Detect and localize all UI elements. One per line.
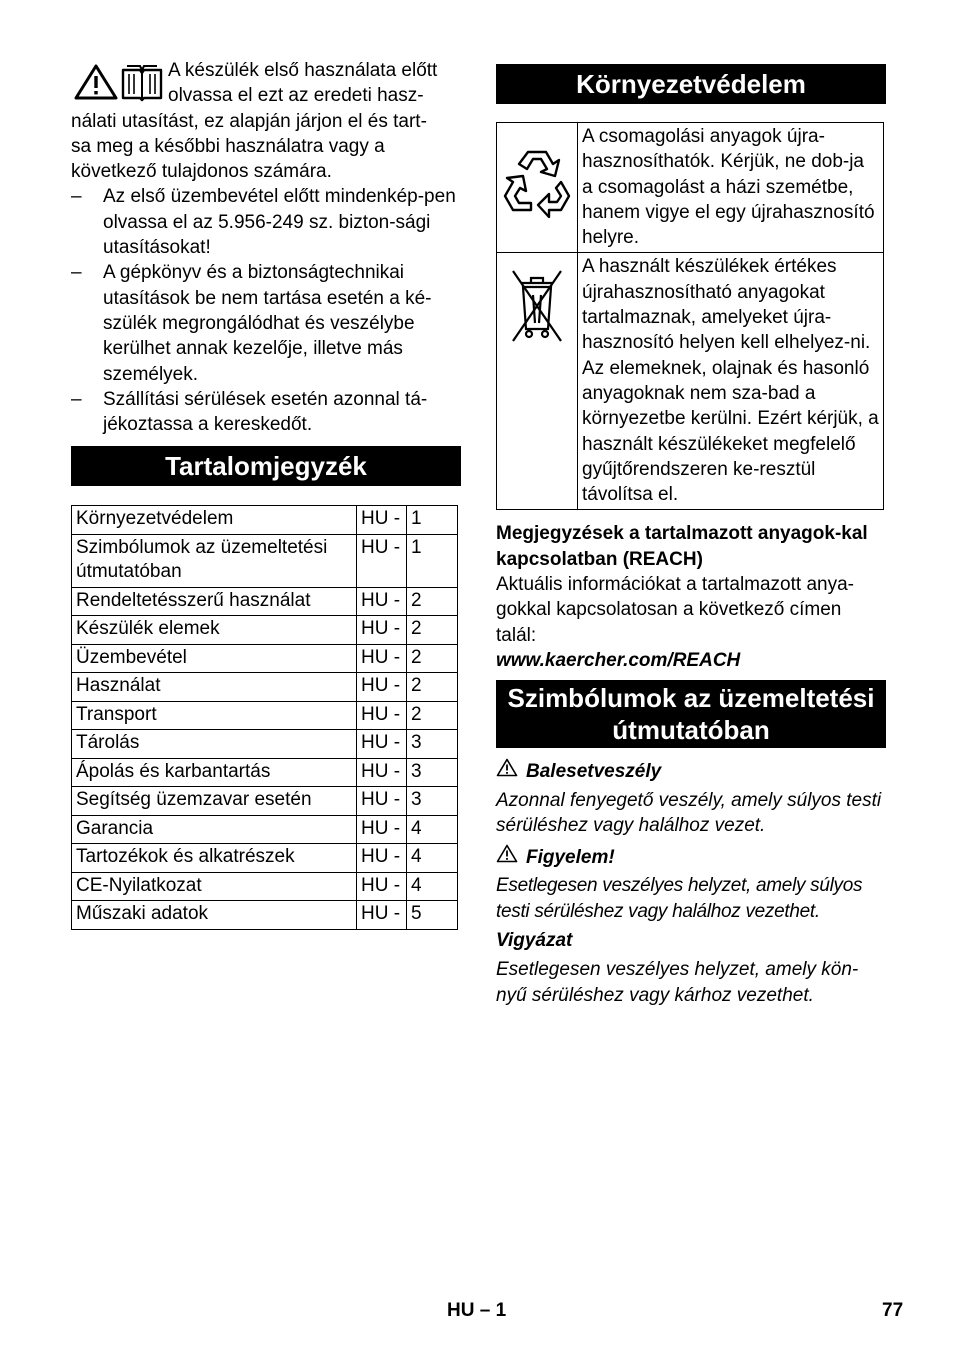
toc-page: 2 — [407, 644, 458, 673]
recycle-cell — [497, 123, 578, 253]
toc-page: 5 — [407, 901, 458, 930]
warning-triangle-icon — [496, 844, 518, 870]
intro-first-line: A készülék első használata előtt — [168, 60, 438, 81]
environment-heading: Környezetvédelem — [496, 64, 886, 104]
footer-page-ref: HU – 1 — [447, 1300, 507, 1321]
table-row — [72, 872, 458, 901]
page-number: 77 — [882, 1300, 904, 1321]
toc-prefix: HU - — [357, 844, 407, 873]
toc-prefix: HU - — [357, 644, 407, 673]
intro-bullet-list — [71, 184, 461, 437]
list-item: – A gépkönyv és a biztonságtechnikai utasítások be nem tartása esetén a ké-szülék megrongálódhat és veszélybe kerülhet annak kezelője, illetve más személyek. — [71, 260, 461, 386]
toc-prefix: HU - — [357, 815, 407, 844]
warning-triangle-icon — [496, 758, 518, 784]
toc-title: Rendeltetésszerű használat — [72, 587, 357, 616]
table-row — [72, 815, 458, 844]
toc-title: Transport — [72, 701, 357, 730]
toc-prefix: HU - — [357, 872, 407, 901]
toc-title: Tárolás — [72, 730, 357, 759]
toc-prefix: HU - — [357, 901, 407, 930]
toc-title: Segítség üzemzavar esetén — [72, 787, 357, 816]
table-row — [497, 253, 884, 510]
symbol-text: Esetlegesen veszélyes helyzet, amely súlyos testi sérüléshez vagy halálhoz vezethet. — [496, 875, 863, 922]
toc-prefix: HU - — [357, 758, 407, 787]
toc-page: 4 — [407, 815, 458, 844]
table-row — [72, 730, 458, 759]
weee-text: A használt készülékek értékes újrahasznosítható anyagokat tartalmaznak, amelyeket újra-hasznosító helyen kell elhelyez-ni. Az elemeknek, olajnak és hasonló anyagoknak nem sza-bad a környezetbe kerülni. Ezért kérjük, a használt készülékeket megfelelő gyűjtőrendszeren ke-resztül távolítsa el. — [578, 253, 884, 510]
table-row — [72, 673, 458, 702]
symbol-title-text: Figyelem! — [526, 846, 615, 868]
table-row — [497, 123, 884, 253]
warning-triangle-icon — [74, 64, 118, 109]
toc-page: 4 — [407, 872, 458, 901]
table-row — [72, 787, 458, 816]
right-column — [496, 64, 886, 1008]
toc-title: Készülék elemek — [72, 616, 357, 645]
toc-title: Ápolás és karbantartás — [72, 758, 357, 787]
toc-page: 4 — [407, 844, 458, 873]
toc-prefix: HU - — [357, 673, 407, 702]
symbol-title-text: Vigyázat — [496, 930, 573, 952]
toc-prefix: HU - — [357, 616, 407, 645]
recycle-icon — [501, 206, 573, 227]
table-row — [72, 644, 458, 673]
intro-line: olvassa el ezt az eredeti hasz- — [168, 85, 424, 107]
toc-page: 3 — [407, 787, 458, 816]
toc-page: 1 — [407, 506, 458, 535]
recycle-text: A csomagolási anyagok újra-hasznosíthatók. Kérjük, ne dob-ja a csomagolást a házi szemétbe, hanem vigye el egy újrahasznosító helyre. — [578, 123, 884, 253]
intro-section — [71, 58, 461, 437]
weee-cell — [497, 253, 578, 510]
intro-line: sa meg a későbbi használatra vagy a — [71, 135, 385, 157]
toc-prefix: HU - — [357, 701, 407, 730]
crossed-bin-icon — [509, 329, 565, 350]
manual-book-icon — [120, 64, 164, 109]
toc-page: 1 — [407, 534, 458, 587]
table-row — [72, 758, 458, 787]
symbols-list — [496, 758, 886, 1008]
toc-title: Műszaki adatok — [72, 901, 357, 930]
table-row — [72, 701, 458, 730]
toc-prefix: HU - — [357, 506, 407, 535]
left-column — [71, 58, 461, 930]
symbols-heading: Szimbólumok az üzemeltetési útmutatóban — [496, 680, 886, 748]
intro-line: nálati utasítást, ez alapján járjon el és tart- — [71, 110, 427, 132]
symbol-title-danger — [496, 758, 886, 784]
toc-prefix: HU - — [357, 730, 407, 759]
symbol-title-warning — [496, 844, 886, 870]
intro-icons — [74, 64, 164, 109]
toc-page: 2 — [407, 587, 458, 616]
symbol-text: Esetlegesen veszélyes helyzet, amely kön-nyű sérüléshez vagy kárhoz vezethet. — [496, 959, 859, 1006]
reach-title: Megjegyzések a tartalmazott anyagok-kal kapcsolatban (REACH) — [496, 523, 868, 570]
table-row — [72, 616, 458, 645]
toc-page: 2 — [407, 616, 458, 645]
intro-line: következő tulajdonos számára. — [71, 161, 332, 183]
toc-table — [71, 505, 458, 930]
reach-link[interactable]: www.kaercher.com/REACH — [496, 649, 741, 671]
toc-title: Használat — [72, 673, 357, 702]
list-item: – Szállítási sérülések esetén azonnal tá-jékoztassa a kereskedőt. — [71, 387, 461, 438]
symbol-title-caution — [496, 928, 886, 953]
table-row — [72, 506, 458, 535]
toc-page: 2 — [407, 701, 458, 730]
toc-prefix: HU - — [357, 534, 407, 587]
symbol-text: Azonnal fenyegető veszély, amely súlyos testi sérüléshez vagy halálhoz vezet. — [496, 789, 882, 836]
toc-title: Garancia — [72, 815, 357, 844]
toc-prefix: HU - — [357, 587, 407, 616]
list-item: – Az első üzembevétel előtt mindenkép-pen olvassa el az 5.956-249 sz. bizton-sági utasításokat! — [71, 184, 461, 260]
toc-title: Szimbólumok az üzemeltetési útmutatóban — [72, 534, 357, 587]
toc-heading: Tartalomjegyzék — [71, 446, 461, 486]
table-row — [72, 587, 458, 616]
toc-title: Tartozékok és alkatrészek — [72, 844, 357, 873]
toc-page: 3 — [407, 730, 458, 759]
reach-text: Aktuális információkat a tartalmazott anya-gokkal kapcsolatosan a következő címen talál: — [496, 574, 854, 646]
environment-table — [496, 122, 884, 510]
toc-title: CE-Nyilatkozat — [72, 872, 357, 901]
toc-title: Üzembevétel — [72, 644, 357, 673]
table-row — [72, 901, 458, 930]
toc-page: 2 — [407, 673, 458, 702]
table-row — [72, 534, 458, 587]
toc-prefix: HU - — [357, 787, 407, 816]
toc-title: Környezetvédelem — [72, 506, 357, 535]
toc-page: 3 — [407, 758, 458, 787]
table-row — [72, 844, 458, 873]
symbol-title-text: Balesetveszély — [526, 760, 662, 782]
